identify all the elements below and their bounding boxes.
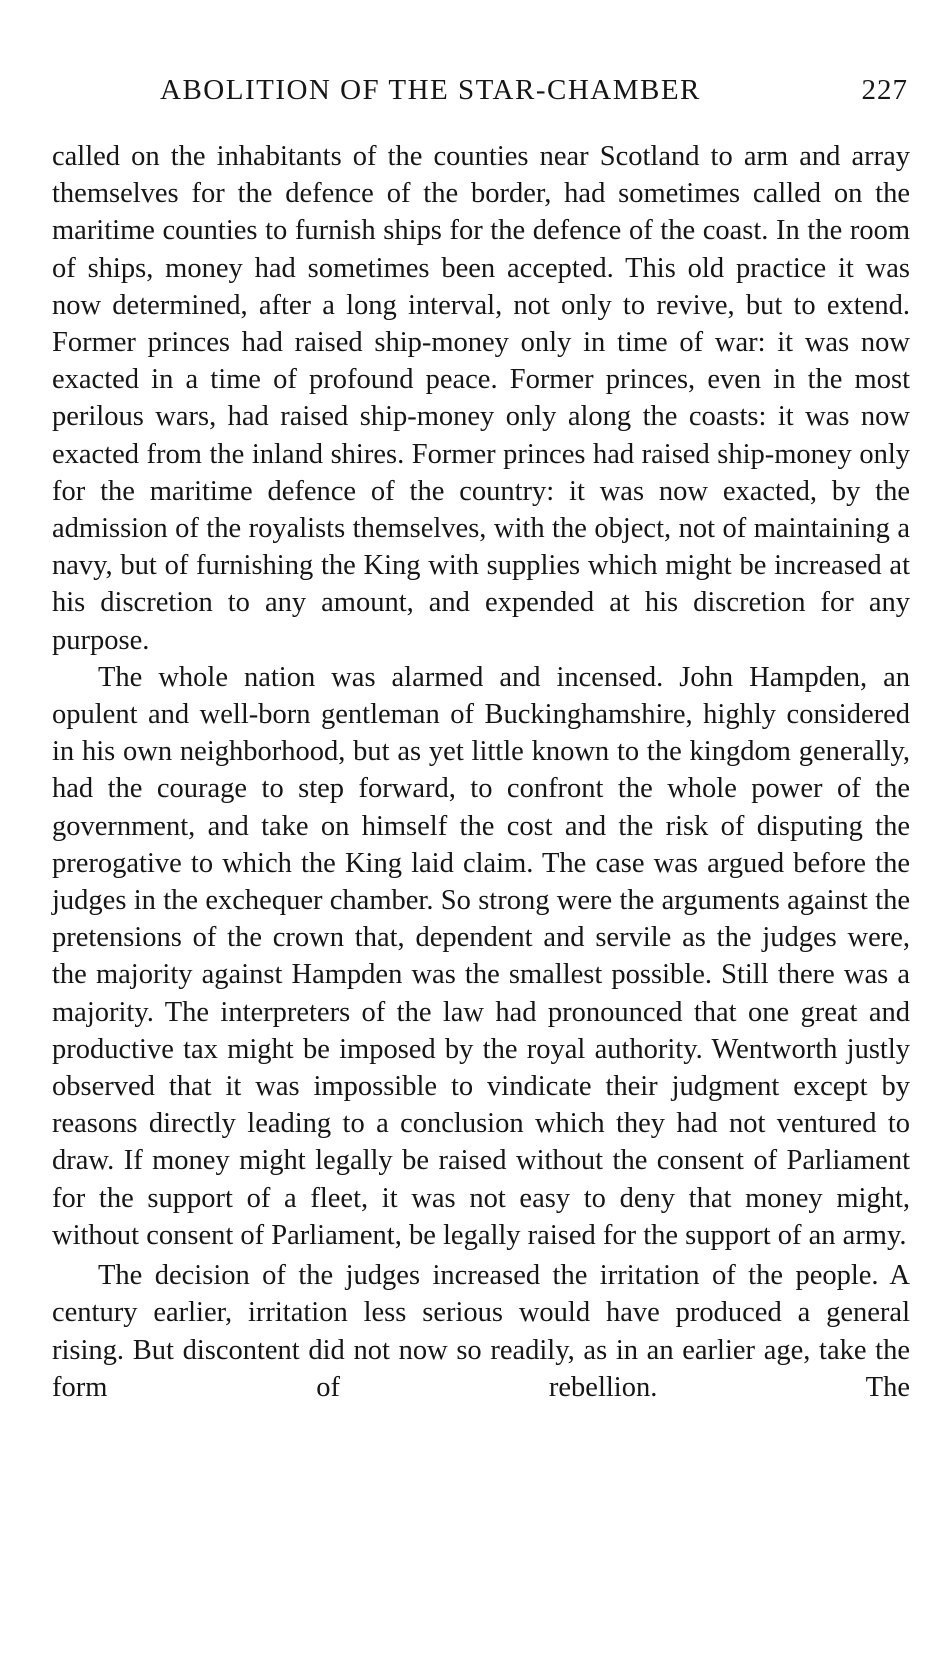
paragraph-continued: called on the inhabitants of the counties near Scotland to arm and array themselves for the defence of the border, had sometimes called on the maritime counties to furnish ships for the defence of the coast. In the room of ships, money had sometimes been accepted. This old practice it was now determined, after a long interval, not only to revive, but to extend. Former princes had raised ship-money only in time of war: it was now exacted in a time of profound peace. Former princes, even in the most perilous wars, had raised ship-money only along the coasts: it was now exacted from the inland shires. Former princes had raised ship-money only for the maritime defence of the country: it was now exacted, by the admission of the royalists themselves, with the object, not of maintaining a navy, but of furnishing the King with supplies which might be increased at his discretion to any amount, and expended at his discretion for any purpose.	[52, 141, 910, 656]
page-number: 227	[861, 74, 908, 106]
paragraph-decision: The decision of the judges increased the irritation of the people. A century earlier, irritation less serious would have produced a general rising. But discontent did not now so readily, as in an earlier age, take the form of rebellion. The	[52, 1260, 910, 1403]
paragraph-hampden: The whole nation was alarmed and incensed. John Hampden, an opulent and well-born gentleman of Buckinghamshire, highly considered in his own neighborhood, but as yet little known to the kingdom generally, had the courage to step forward, to confront the whole power of the government, and take on himself the cost and the risk of disputing the prerogative to which the King laid claim. The case was argued before the judges in the exchequer chamber. So strong were the arguments against the pretensions of the crown that, dependent and servile as the judges were, the majority against Hampden was the smallest possible. Still there was a majority. The interpreters of the law had pronounced that one great and productive tax might be imposed by the royal authority. Wentworth justly observed that it was impossible to vindicate their judgment except by reasons directly leading to a conclusion which they had not ventured to draw. If money might legally be raised without the consent of Parliament for the support of a fleet, it was not easy to deny that money might, without consent of Parliament, be legally raised for the support of an army.	[52, 661, 910, 1251]
running-head	[160, 74, 908, 114]
body-text	[52, 138, 910, 1406]
running-title: ABOLITION OF THE STAR-CHAMBER	[160, 74, 701, 106]
